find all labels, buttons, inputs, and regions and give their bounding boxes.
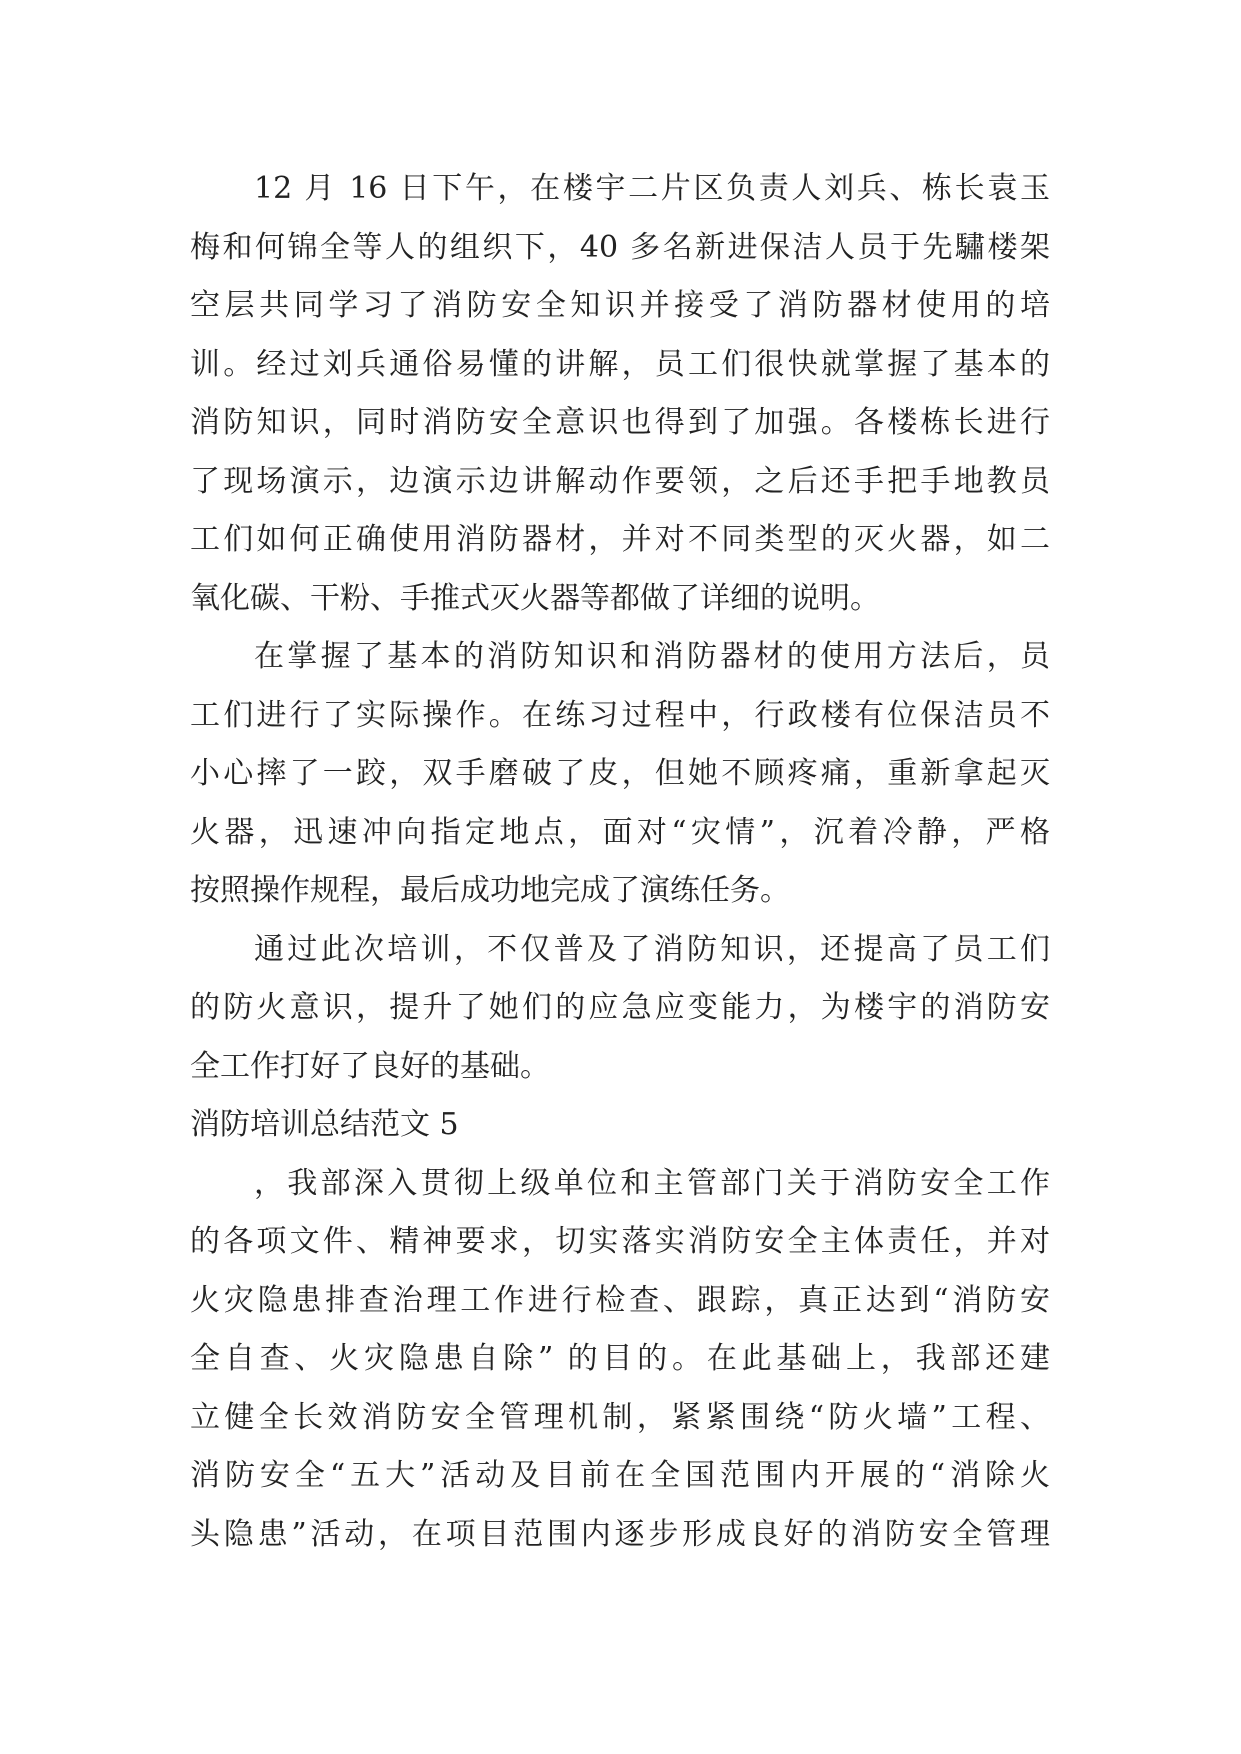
paragraph-line: 了现场演示，边演示边讲解动作要领，之后还手把手地教员	[190, 463, 1050, 499]
paragraph-line: 火器，迅速冲向指定地点，面对“灾情”，沉着冷静，严格	[190, 814, 1050, 850]
paragraph-line: 梅和何锦全等人的组织下，40 多名新进保洁人员于先驌楼架	[190, 229, 1050, 265]
paragraph-line: 空层共同学习了消防安全知识并接受了消防器材使用的培	[190, 288, 1050, 323]
section-heading: 消防培训总结范文 5	[190, 1107, 459, 1142]
paragraph-line: 按照操作规程，最后成功地完成了演练任务。	[190, 873, 790, 908]
paragraph-line: 火灾隐患排查治理工作进行检查、跟踪，真正达到“消防安	[190, 1282, 1050, 1318]
paragraph-line: 小心摔了一跤，双手磨破了皮，但她不顾疼痛，重新拿起灭	[190, 756, 1050, 791]
paragraph-line: 的防火意识，提升了她们的应急应变能力，为楼宇的消防安	[190, 990, 1050, 1025]
paragraph-3	[190, 921, 1050, 1097]
paragraph-2	[190, 628, 1050, 921]
paragraph-line: 消防安全“五大”活动及目前在全国范围内开展的“消除火	[190, 1458, 1050, 1493]
paragraph-line: 全工作打好了良好的基础。	[190, 1048, 550, 1084]
paragraph-line: 的各项文件、精神要求，切实落实消防安全主体责任，并对	[190, 1224, 1050, 1259]
paragraph-1	[190, 160, 1050, 628]
paragraph-line: 立健全长效消防安全管理机制，紧紧围绕“防火墙”工程、	[190, 1399, 1050, 1435]
document-body	[190, 160, 1050, 1564]
paragraph-4	[190, 1155, 1050, 1565]
paragraph-line: ，我部深入贯彻上级单位和主管部门关于消防安全工作	[254, 1165, 1050, 1201]
paragraph-line: 训。经过刘兵通俗易懂的讲解，员工们很快就掌握了基本的	[190, 346, 1050, 382]
paragraph-line: 工们如何正确使用消防器材，并对不同类型的灭火器，如二	[190, 522, 1050, 557]
paragraph-line: 12 月 16 日下午，在楼宇二片区负责人刘兵、栋长袁玉	[254, 171, 1050, 206]
paragraph-line: 消防知识，同时消防安全意识也得到了加强。各楼栋长进行	[190, 405, 1050, 440]
paragraph-line: 工们进行了实际操作。在练习过程中，行政楼有位保洁员不	[190, 697, 1050, 733]
paragraph-line: 头隐患”活动，在项目范围内逐步形成良好的消防安全管理	[190, 1516, 1050, 1552]
paragraph-line: 通过此次培训，不仅普及了消防知识，还提高了员工们	[254, 931, 1050, 967]
paragraph-line: 氧化碳、干粉、手推式灭火器等都做了详细的说明。	[190, 580, 880, 616]
paragraph-line: 全自查、火灾隐患自除” 的目的。在此基础上，我部还建	[190, 1341, 1050, 1376]
paragraph-line: 在掌握了基本的消防知识和消防器材的使用方法后，员	[254, 639, 1050, 674]
